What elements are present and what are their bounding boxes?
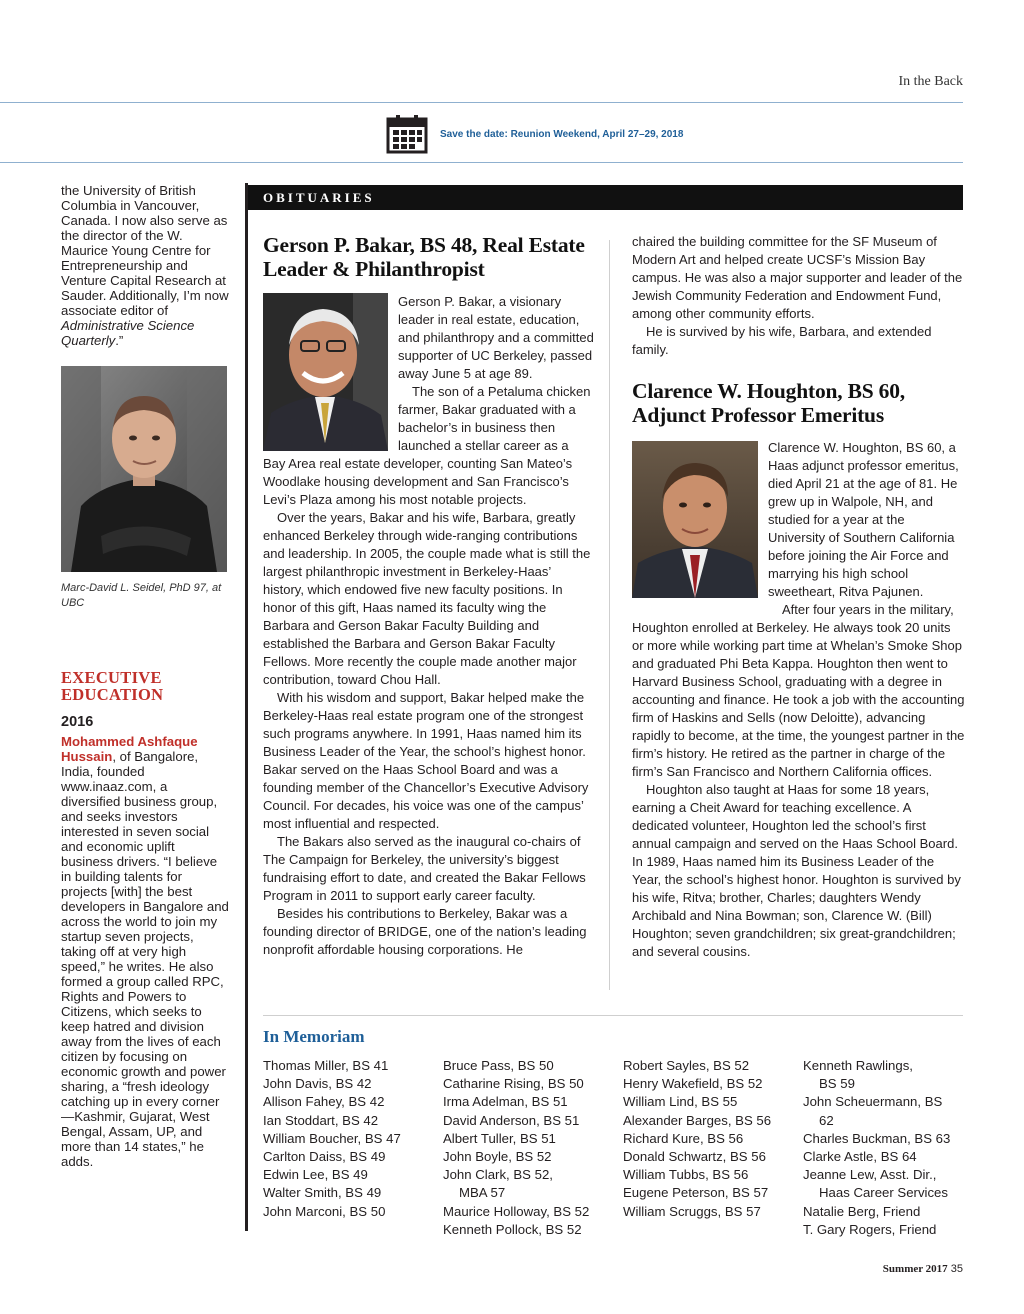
bakar-paragraph-3: Over the years, Bakar and his wife, Barbara, greatly enhanced Berkeley through wide-ranging contributions and leadership. In 2005, the couple made what is still the largest philanthropic investment in Berkeley-Haas’ history, which endowed five new faculty positions. In honor of this gift, Haas named its faculty wing the Barbara and Gerson Bakar Faculty Building and established the Barbara and Gerson Bakar Faculty Fellows. More recently the couple made another major contribution, toward Chou Hall. [263, 510, 591, 687]
houghton-photo [632, 441, 758, 598]
memoriam-entry: William Tubbs, BS 56 [623, 1167, 749, 1183]
bakar-paragraph-1: Gerson P. Bakar, a visionary leader in real estate, education, and philanthropy and a committed supporter of UC Berkeley, passed away June 5 at age 89. [398, 294, 594, 381]
bakar-obituary [263, 233, 594, 959]
memoriam-entry: William Boucher, BS 47 [263, 1130, 401, 1146]
memoriam-column-3 [623, 1057, 795, 1221]
memoriam-entry: Charles Buckman, BS 63 [803, 1130, 951, 1146]
memoriam-column-4 [803, 1057, 968, 1239]
memoriam-entry: T. Gary Rogers, Friend [803, 1221, 937, 1237]
houghton-paragraph-3: Houghton also taught at Haas for some 18 years, earning a Cheit Award for teaching excellence. A dedicated volunteer, Houghton led the school’s first annual campaign and served on the Haas School Board. In 1989, Haas named him its Business Leader of the Year, the school’s highest honor. Houghton is survived by his wife, Ritva; brother, Charles; daughters Wendy Archibald and Nina Bowman; son, Clarence W. (Bill) Houghton; seven grandchildren; six great-grandchildren; and several cousins. [632, 782, 961, 959]
memoriam-entry: Irma Adelman, BS 51 [443, 1094, 568, 1110]
memoriam-entry: Donald Schwartz, BS 56 [623, 1149, 766, 1165]
memoriam-entry: John Marconi, BS 50 [263, 1203, 386, 1219]
section-label: In the Back [898, 74, 963, 89]
memoriam-entry: Kenneth Pollock, BS 52 [443, 1221, 582, 1237]
memoriam-entry: William Lind, BS 55 [623, 1094, 738, 1110]
seidel-photo [61, 366, 227, 572]
memoriam-entry: Bruce Pass, BS 50 [443, 1058, 554, 1073]
bakar-headline: Gerson P. Bakar, BS 48, Real Estate Leader & Philanthropist [263, 233, 585, 281]
memoriam-column-2 [443, 1057, 615, 1239]
right-column [632, 233, 965, 961]
memoriam-entry: Allison Fahey, BS 42 [263, 1094, 385, 1110]
bakar-photo [263, 293, 388, 451]
memoriam-entry: Walter Smith, BS 49 [263, 1185, 382, 1201]
memoriam-entry: Kenneth Rawlings, BS 59 [803, 1058, 913, 1092]
page-footer [883, 1263, 963, 1275]
memoriam-entry: Carlton Daiss, BS 49 [263, 1149, 386, 1165]
memoriam-entry: Jeanne Lew, Asst. Dir., Haas Career Services [803, 1167, 948, 1201]
memoriam-entry: John Boyle, BS 52 [443, 1149, 552, 1165]
memoriam-entry: Robert Sayles, BS 52 [623, 1058, 750, 1073]
photo-caption: Marc-David L. Seidel, PhD 97, at UBC [61, 582, 222, 609]
memoriam-entry: William Scruggs, BS 57 [623, 1203, 761, 1219]
bakar-paragraph-4: With his wisdom and support, Bakar helped make the Berkeley-Haas real estate program one of the strongest such programs anywhere. In 1991, Haas named him its Business Leader of the Year, the school’s highest honor. Bakar served on the Haas School Board and was a founding member of the Chancellor’s Executive Advisory Council. For decades, his voice was one of the campus’ most influential and respected. [263, 690, 589, 831]
bakar-paragraph-5: The Bakars also served as the inaugural co-chairs of The Campaign for Berkeley, the university’s biggest fundraising effort to date, and created the Bakar Fellows Program in 2011 to support early career faculty. [263, 834, 586, 903]
bakar-paragraph-2: The son of a Petaluma chicken farmer, Bakar graduated with a bachelor’s in business then launched a stellar career as a Bay Area real estate developer, counting San Mateo’s Woodlake housing development and San Francisco’s Levi’s Plaza among his most notable projects. [263, 384, 591, 507]
memoriam-entry: Natalie Berg, Friend [803, 1203, 921, 1219]
column-divider [245, 183, 248, 1231]
memoriam-entry: David Anderson, BS 51 [443, 1112, 580, 1128]
memoriam-entry: Clarke Astle, BS 64 [803, 1149, 917, 1165]
memoriam-entry: Richard Kure, BS 56 [623, 1130, 744, 1146]
class-note-entry: Mohammed Ashfaque Hussain, of Bangalore, India, founded www.inaaz.com, a diversified business group, and seeks investors interested in seven social and economic uplift business drivers. “I believe in building talents for projects [with] the best developers in Bangalore and across the world to join my startup seven projects, taking off at very high speed,” he writes. He also formed a group called RPC, Rights and Powers to Citizens, which seeks to keep hatred and division away from the lives of each citizen by focusing on economic growth and power sharing, a “fresh ideology catching up in every corner—Kashmir, Gujarat, West Bengal, Assam, UP, and more than 14 states,” he adds. [61, 734, 229, 1169]
memoriam-column-1 [263, 1057, 433, 1221]
header-bottom-rule [0, 162, 963, 163]
houghton-headline: Clarence W. Houghton, BS 60, Adjunct Professor Emeritus [632, 379, 905, 427]
memoriam-entry: Alexander Barges, BS 56 [623, 1112, 772, 1128]
column-separator [609, 240, 610, 990]
continued-note: the University of British Columbia in Vancouver, Canada. I now also serve as the director of the W. Maurice Young Centre for Entrepreneurship and Venture Capital Research at Sauder. Additionally, I’m now associate editor of Administrative Science Quarterly.” [61, 183, 229, 348]
memoriam-rule [263, 1015, 963, 1016]
bakar-paragraph-7: chaired the building committee for the SF Museum of Modern Art and helped create UCSF’s Mission Bay campus. He was also a major supporter and leader of the Jewish Community Federation and Endowment Fund, among other community efforts. [632, 234, 963, 321]
save-the-date-text: Save the date: Reunion Weekend, April 27–29, 2018 [440, 128, 684, 140]
executive-education-heading: EXECUTIVE EDUCATION [61, 668, 164, 704]
obituaries-banner: OBITUARIES [248, 185, 963, 210]
memoriam-entry: Eugene Peterson, BS 57 [623, 1185, 769, 1201]
memoriam-entry: John Davis, BS 42 [263, 1076, 372, 1092]
memoriam-entry: Thomas Miller, BS 41 [263, 1058, 389, 1073]
memoriam-entry: John Scheuermann, BS 62 [803, 1094, 943, 1128]
memoriam-entry: Edwin Lee, BS 49 [263, 1167, 368, 1183]
bakar-paragraph-8: He is survived by his wife, Barbara, and extended family. [632, 324, 932, 357]
memoriam-entry: Henry Wakefield, BS 52 [623, 1076, 763, 1092]
memoriam-entry: Maurice Holloway, BS 52 [443, 1203, 590, 1219]
save-the-date-banner [386, 114, 683, 154]
page-number: 35 [950, 1263, 963, 1275]
memoriam-entry: Albert Tuller, BS 51 [443, 1130, 556, 1146]
sidebar-notes [61, 183, 229, 1169]
houghton-paragraph-1: Clarence W. Houghton, BS 60, a Haas adjunct professor emeritus, died April 21 at the age of 81. He grew up in Walpole, NH, and studied for a year at the University of Southern California before joining the Air Force and marrying his high school sweetheart, Ritva Pajunen. [768, 440, 959, 599]
in-memoriam-heading: In Memoriam [263, 1027, 365, 1046]
calendar-icon [386, 114, 428, 154]
memoriam-entry: John Clark, BS 52, MBA 57 [443, 1167, 553, 1201]
bakar-paragraph-6: Besides his contributions to Berkeley, Bakar was a founding director of BRIDGE, one of the nation’s leading nonprofit affordable housing corporations. He [263, 906, 587, 957]
houghton-paragraph-2: After four years in the military, Houghton enrolled at Berkeley. He always took 20 units or more while working part time at Whelan’s Smoke Shop and graduated Phi Beta Kappa. Houghton then went to Harvard Business School, graduating with a degree in accounting and finance. He took a job with the accounting firm of Haskins and Sells (now Deloitte), advancing rapidly to become, at the time, the youngest partner in the firm’s history. He retired as the partner in charge of the firm’s San Francisco and Northern California offices. [632, 602, 965, 779]
class-year: 2016 [61, 714, 94, 730]
memoriam-entry: Ian Stoddart, BS 42 [263, 1112, 379, 1128]
memoriam-entry: Catharine Rising, BS 50 [443, 1076, 584, 1092]
issue-label: Summer 2017 [882, 1263, 948, 1275]
header-top-rule [0, 102, 963, 103]
